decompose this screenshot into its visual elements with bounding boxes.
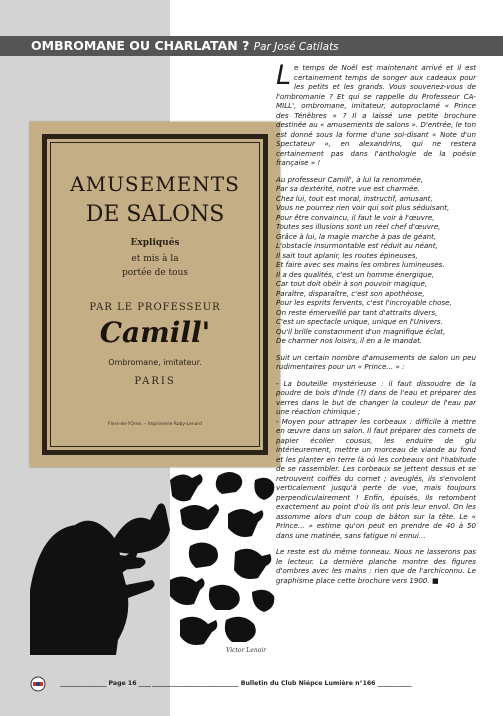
paragraph-3a: - La bouteille mystérieuse : il faut dissoudre de la poudre de bois d'Inde (?) dans de l'eau et préparer des verres dans le but de changer la couleur de l'eau par une réaction chimique ; xyxy=(276,378,476,416)
drop-cap: L xyxy=(276,60,292,91)
poem-line: Car tout doit obéir à son pouvoir magique, xyxy=(276,279,428,288)
poem-line: Vous ne pourrez rien voir qui soit plus séduisant, xyxy=(276,203,450,212)
hand-shadows-illustration xyxy=(30,470,280,655)
poem-line: L'obstacle insurmontable est réduit au néant, xyxy=(276,241,438,250)
poem-line: Pour être convaincu, il faut le voir à l'œuvre, xyxy=(276,212,435,222)
booklet-cover-image xyxy=(30,122,280,467)
paragraph-2: Suit un certain nombre d'amusements de salon un peu rudimentaires pour un « Prince... » : xyxy=(276,352,476,371)
poem-line: Toutes ses illusions sont un réel chef d'œuvre, xyxy=(276,222,441,231)
booklet-title-line1: AMUSEMENTS xyxy=(70,172,240,196)
booklet-name: Camill' xyxy=(99,316,211,349)
booklet-professor: PAR LE PROFESSEUR xyxy=(89,302,221,313)
poem-line: On reste émerveillé par tant d'attraits divers, xyxy=(276,307,438,317)
poem-line: Au professeur Camill', à lui la renommée, xyxy=(276,174,424,184)
poem-line: De charmer nos loisirs, il en a le mandat. xyxy=(276,336,423,345)
booklet-city: PARIS xyxy=(134,376,176,387)
booklet-subtitle-3: portée de tous xyxy=(121,268,188,278)
poem-line: Chez lui, tout est moral, instructif, amusant, xyxy=(276,193,433,203)
article-author: Par José Catilats xyxy=(253,41,339,53)
paragraph-3b: - Moyen pour attraper les corbeaux : difficile à mettre en œuvre dans un salon. Il faut préparer des cornets de papier écolier cousus, les enduire de glu intérieurement, mettre un morceau de viande au fond et les planter en terre là où les corbeaux ont l'habitude de se rassembler. Les corbeaux se jettent dessus et se retrouvent coiffés du cornet ; aveuglés, ils s'envolent verticalement jusqu'à perte de vue, mais toujours perpendiculairement ! Enfin, épuisés, ils retombent exactement au point d'où ils ont pris leur envol. On les assomme alors d'un coup de bâton sur la tête. Le « Prince... » estime qu'on peut en prendre de 40 à 50 dans une matinée, sans fatigue ni ennui... xyxy=(276,416,476,540)
artist-signature: Victor Lenoir xyxy=(226,647,267,654)
booklet-subtitle-1: Expliqués xyxy=(130,238,180,248)
poem-line: Il a des qualités, c'est un homme énergique, xyxy=(276,269,435,279)
poem-line: Paraître, disparaître, c'est son apothéose, xyxy=(276,288,425,298)
booklet-printer: Flers-de-l'Orne. – Imprimerie Roby-Lenard xyxy=(108,422,202,427)
article-text xyxy=(276,60,476,592)
poem-line: Par sa dextérité, notre vue est charmée. xyxy=(276,184,420,193)
intro-text: e temps de Noël est maintenant arrivé et il est certainement temps de songer aux cadeaux pour les petits et les grands. Vous souvenez-vous de l'ombromanie ? Et qui se rappelle du Professeur CA-MILL', ombromane, imitateur, autoproclamé « Prince des Ténèbres » ? Il a laissé une petite brochure destinée au « amusements de salons ». D'entrée, le ton est donné sous la forme d'une soi-disant « Note d'un Spectateur », en alexandrins, qui ne restera certainement pas dans l'anthologie de la poésie française » ! xyxy=(276,63,476,167)
article-title: OMBROMANE OU CHARLATAN ? xyxy=(31,38,250,53)
poem-line: Pour les esprits fervents, c'est l'incroyable chose, xyxy=(276,298,452,307)
poem-line: Il sait tout aplanir, les routes épineuses, xyxy=(276,250,418,260)
booklet-title-line2: DE SALONS xyxy=(85,202,225,227)
footer-bulletin: ____________________________ Bulletin du Club Niépce Lumière n°166 ___________ xyxy=(152,680,412,687)
end-mark-icon: ■ xyxy=(431,575,439,585)
page-title xyxy=(31,38,339,53)
paragraph-4-text: Le reste est du même tonneau. Nous ne lasserons pas le lecteur. La dernière planche montre des figures d'ombres avec les mains : rien que de l'archiconnu. Le graphisme place cette brochure vers 1900. xyxy=(276,547,476,585)
footer-page-number: _______________ Page 16 ____ xyxy=(60,680,152,687)
booklet-subtitle-2: et mis à la xyxy=(131,254,179,264)
booklet-mime: Ombromane, imitateur. xyxy=(108,358,202,367)
intro-paragraph xyxy=(276,60,476,168)
poem-line: Qu'il brille constamment d'un magnifique éclat, xyxy=(276,326,446,336)
poem xyxy=(276,175,476,346)
poem-line: Grâce à lui, la magie marche à pas de géant, xyxy=(276,231,437,241)
club-logo-icon xyxy=(30,676,46,692)
poem-line: C'est un spectacle unique, unique en l'Univers. xyxy=(276,317,443,326)
poem-line: Et faire avec ses mains les ombres lumineuses. xyxy=(276,260,445,269)
paragraph-4 xyxy=(276,547,476,585)
